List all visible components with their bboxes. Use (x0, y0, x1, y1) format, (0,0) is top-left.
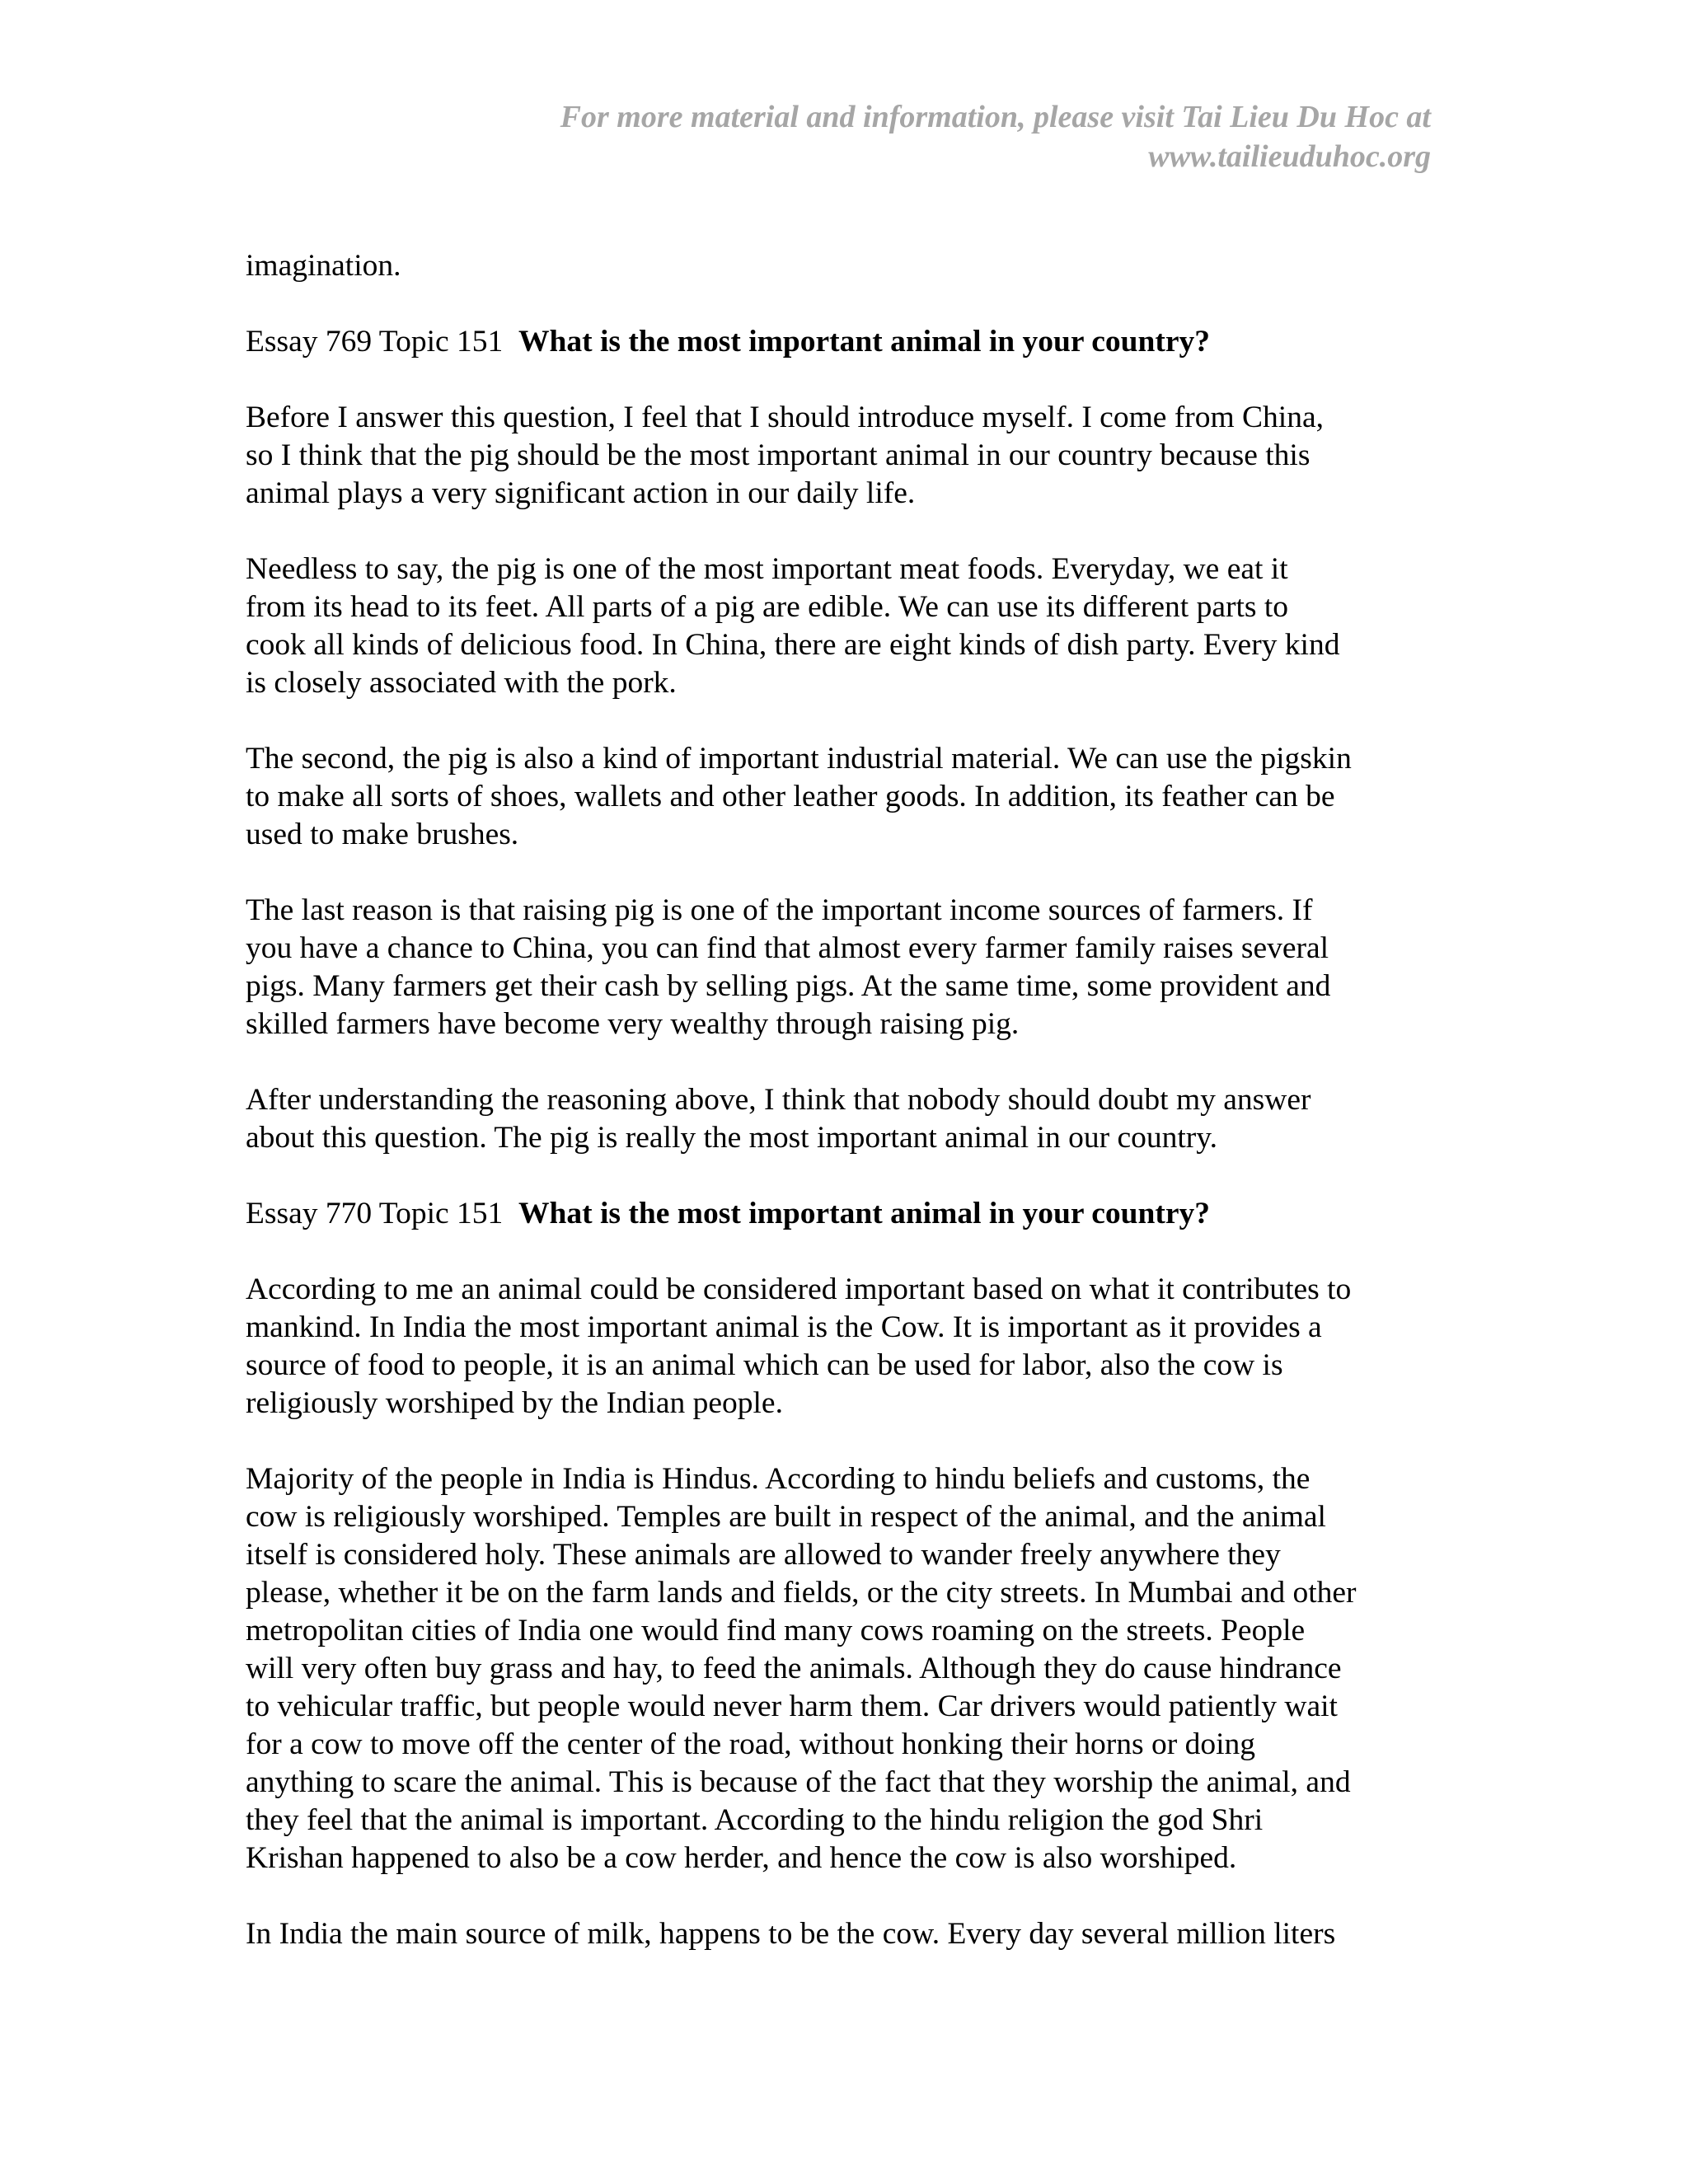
essay-paragraph (246, 1081, 1457, 1157)
header-line-1: For more material and information, please visit Tai Lieu Du Hoc at (560, 100, 1431, 134)
text-line: animal plays a very significant action in our daily life. (246, 476, 916, 510)
essay-heading (246, 323, 1457, 361)
text-line: source of food to people, it is an animal which can be used for labor, also the cow is (246, 1348, 1283, 1382)
text-line: to make all sorts of shoes, wallets and other leather goods. In addition, its feather can be (246, 780, 1335, 813)
text-line: Before I answer this question, I feel that I should introduce myself. I come from China, (246, 401, 1324, 434)
text-line: used to make brushes. (246, 818, 519, 851)
text-line: for a cow to move off the center of the road, without honking their horns or doing (246, 1727, 1256, 1761)
continuation-paragraph (246, 247, 1457, 285)
essay-question: What is the most important animal in your country? (518, 1197, 1210, 1230)
page-header (442, 97, 1431, 176)
text-line: is closely associated with the pork. (246, 666, 677, 700)
text-line: Krishan happened to also be a cow herder, and hence the cow is also worshiped. (246, 1841, 1237, 1875)
text-line: cook all kinds of delicious food. In China, there are eight kinds of dish party. Every kind (246, 628, 1340, 662)
essay-paragraph (246, 1915, 1457, 1953)
text-line: please, whether it be on the farm lands and fields, or the city streets. In Mumbai and other (246, 1576, 1357, 1610)
essay-label: Essay 770 Topic 151 (246, 1197, 504, 1230)
text-line: itself is considered holy. These animals are allowed to wander freely anywhere they (246, 1538, 1281, 1572)
text-line: anything to scare the animal. This is because of the fact that they worship the animal, and (246, 1765, 1351, 1799)
essay-heading (246, 1195, 1457, 1233)
document-body (246, 247, 1457, 1991)
essay-paragraph (246, 740, 1457, 854)
text-line: so I think that the pig should be the most important animal in our country because this (246, 438, 1311, 472)
essay-label: Essay 769 Topic 151 (246, 325, 504, 359)
text-line: pigs. Many farmers get their cash by selling pigs. At the same time, some provident and (246, 969, 1331, 1003)
text-line: mankind. In India the most important animal is the Cow. It is important as it provides a (246, 1310, 1322, 1344)
essay-paragraph (246, 551, 1457, 702)
text-line: metropolitan cities of India one would find many cows roaming on the streets. People (246, 1614, 1306, 1647)
essay-paragraph (246, 1460, 1457, 1877)
text-line: from its head to its feet. All parts of a pig are edible. We can use its different parts to (246, 590, 1289, 624)
text-line: In India the main source of milk, happens to be the cow. Every day several million liters (246, 1917, 1336, 1951)
text-line: they feel that the animal is important. According to the hindu religion the god Shri (246, 1803, 1264, 1837)
text-line: about this question. The pig is really the most important animal in our country. (246, 1121, 1217, 1155)
text-line: Majority of the people in India is Hindus. According to hindu beliefs and customs, the (246, 1462, 1311, 1496)
essay-paragraph (246, 399, 1457, 513)
header-website: www.tailieuduhoc.org (1148, 139, 1431, 174)
text-line: will very often buy grass and hay, to feed the animals. Although they do cause hindrance (246, 1652, 1342, 1685)
text-line: you have a chance to China, you can find that almost every farmer family raises several (246, 931, 1329, 965)
text-line: The last reason is that raising pig is one of the important income sources of farmers. If (246, 893, 1313, 927)
text-line: religiously worshiped by the Indian people. (246, 1386, 783, 1420)
text-line: imagination. (246, 249, 401, 283)
text-line: to vehicular traffic, but people would never harm them. Car drivers would patiently wait (246, 1690, 1338, 1723)
text-line: After understanding the reasoning above, I think that nobody should doubt my answer (246, 1083, 1311, 1117)
essay-paragraph (246, 1271, 1457, 1422)
text-line: According to me an animal could be considered important based on what it contributes to (246, 1272, 1352, 1306)
text-line: cow is religiously worshiped. Temples are built in respect of the animal, and the animal (246, 1500, 1326, 1534)
essay-paragraph (246, 892, 1457, 1043)
text-line: skilled farmers have become very wealthy through raising pig. (246, 1007, 1020, 1041)
text-line: The second, the pig is also a kind of important industrial material. We can use the pigskin (246, 742, 1352, 776)
essay-question: What is the most important animal in your country? (518, 325, 1210, 359)
text-line: Needless to say, the pig is one of the most important meat foods. Everyday, we eat it (246, 552, 1288, 586)
